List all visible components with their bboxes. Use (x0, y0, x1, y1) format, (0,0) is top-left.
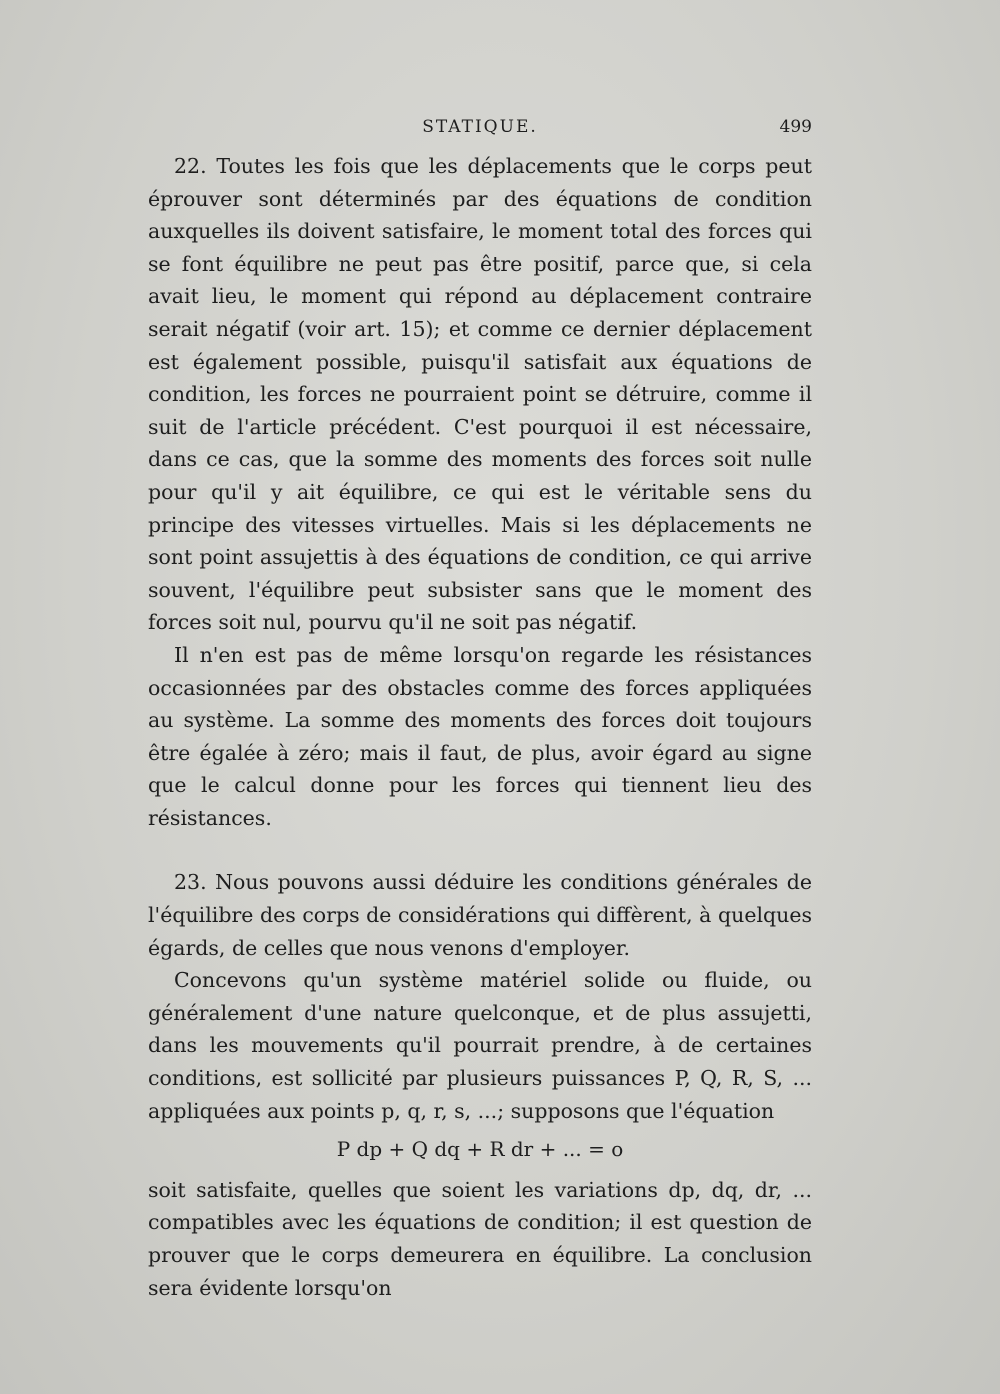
paragraph-soit-satisfaite: soit satisfaite, quelles que soient les variations dp, dq, dr, ... compatibles avec les équations de condition; il est question de prouver que le corps demeurera en équilibre. La conclusion sera évidente lorsqu'on (148, 1177, 812, 1300)
paragraph-resistances: Il n'en est pas de même lorsqu'on regarde les résistances occasionnées par des obstacles comme des forces appliquées au système. La somme des moments des forces doit toujours être égalée à zéro; mais il faut, de plus, avoir égard au signe que le calcul donne pour les forces qui tiennent lieu des résistances. (148, 642, 812, 830)
paragraph-22: 22. Toutes les fois que les déplacements que le corps peut éprouver sont déterminés par des équations de condition auxquelles ils doivent satisfaire, le moment total des forces qui se font équilibre ne peut pas être positif, parce que, si cela avait lieu, le moment qui répond au déplacement contraire serait négatif (voir art. 15); et comme ce dernier déplacement est également possible, puisqu'il satisfait aux équations de condition, les forces ne pourraient point se détruire, comme il suit de l'article précédent. C'est pourquoi il est nécessaire, dans ce cas, que la somme des moments des forces soit nulle pour qu'il y ait équilibre, ce qui est le véritable sens du principe des vitesses virtuelles. Mais si les déplacements ne sont point assujettis à des équations de condition, ce qui arrive souvent, l'équilibre peut subsister sans que le moment des forces soit nul, pourvu qu'il ne soit pas négatif. (148, 154, 812, 635)
running-title: STATIQUE. (422, 117, 538, 137)
page-header (148, 117, 812, 141)
paragraph-23: 23. Nous pouvons aussi déduire les conditions générales de l'équilibre des corps de considérations qui diffèrent, à quelques égards, de celles que nous venons d'employer. (148, 870, 812, 960)
body-text (148, 150, 812, 1304)
equation: P dp + Q dq + R dr + ... = o (336, 1137, 624, 1162)
section-gap (148, 834, 812, 866)
page-number: 499 (779, 117, 812, 137)
paragraph-concevons: Concevons qu'un système matériel solide ou fluide, ou généralement d'une nature quelconque, et de plus assujetti, dans les mouvements qu'il pourrait prendre, à de certaines conditions, est sollicité par plusieurs puissances P, Q, R, S, ... appliquées aux points p, q, r, s, ...; supposons que l'équation (148, 968, 812, 1123)
